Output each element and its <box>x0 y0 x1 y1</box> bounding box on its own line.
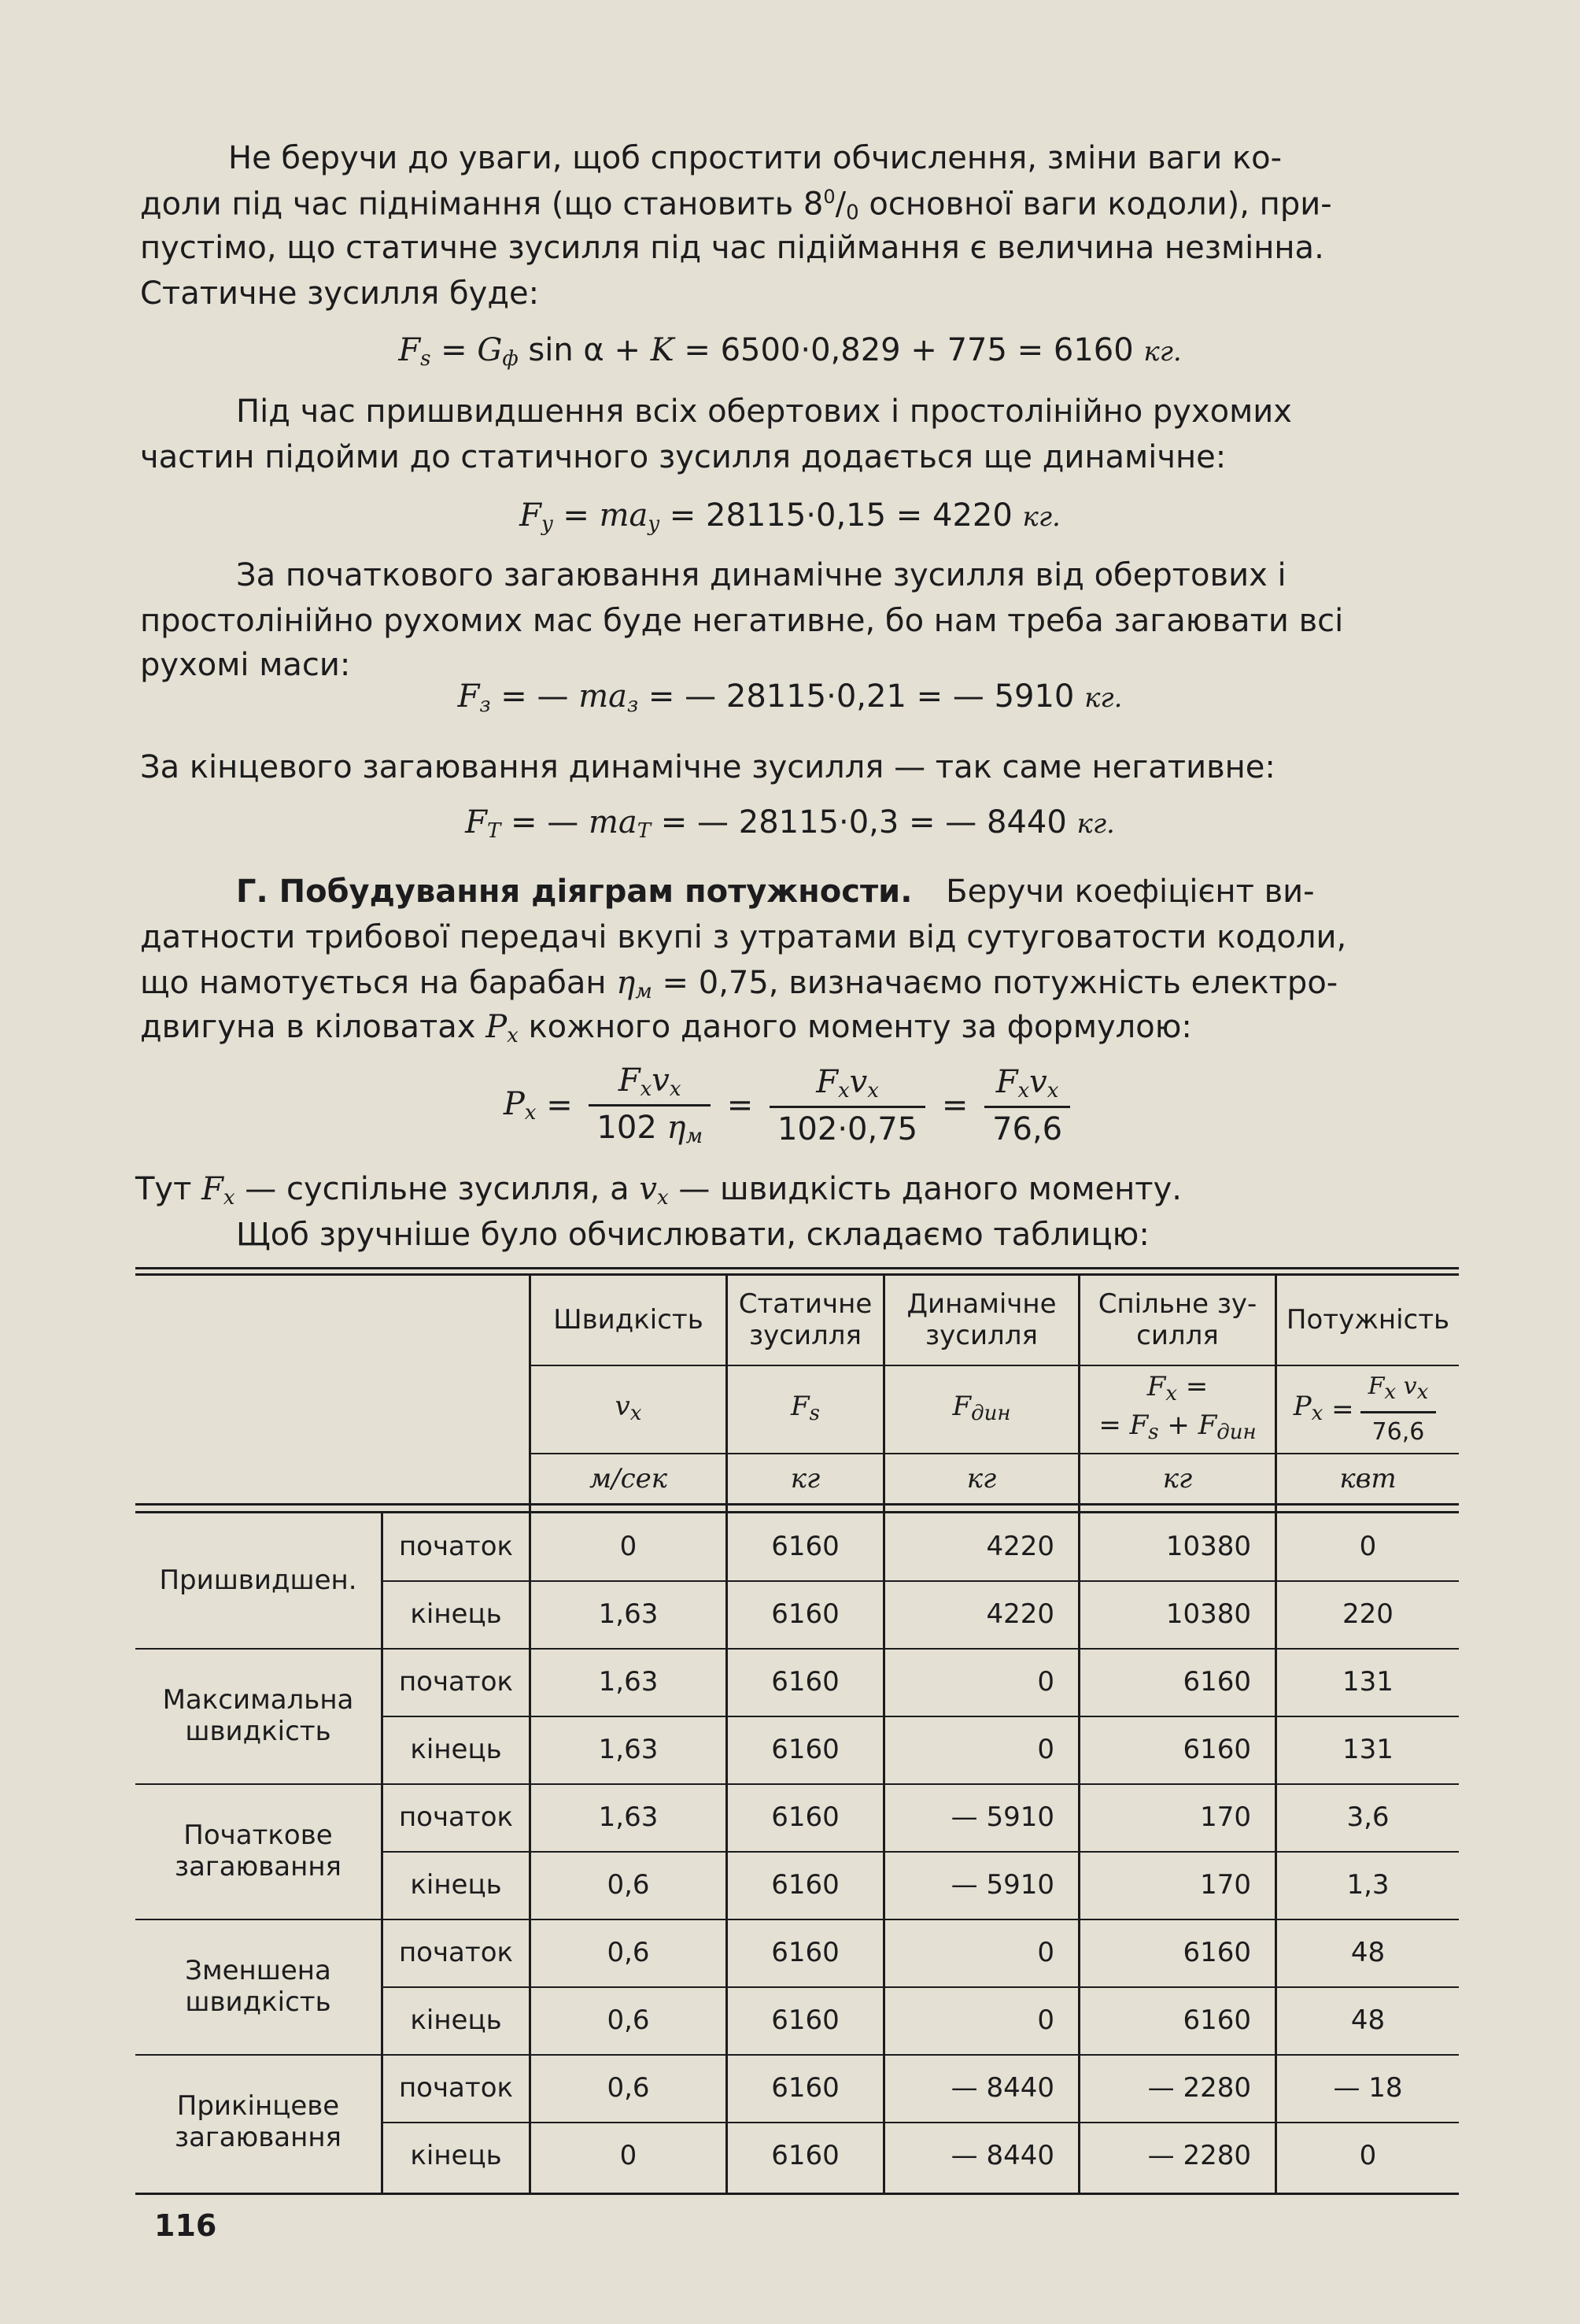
table-cell-v: 0,6 <box>607 1869 650 1901</box>
text-span: рухомі маси: <box>140 647 351 683</box>
table-cell-px: 1,3 <box>1346 1869 1390 1901</box>
phase-cell: кінець <box>410 2140 502 2171</box>
phase-cell: початок <box>398 2072 514 2104</box>
table-cell-px: 0 <box>1359 1531 1377 1562</box>
header-bottom-rule <box>135 1503 1459 1506</box>
header-total <box>1080 1275 1275 1365</box>
text-span: — швидкість даного моменту. <box>678 1171 1182 1207</box>
table-cell-px: 3,6 <box>1346 1801 1390 1833</box>
section-heading: Г. Побудування діяграм потужности. <box>236 874 913 910</box>
group-label-line: Прикінцеве <box>176 2090 340 2122</box>
group-label <box>135 1513 381 1648</box>
group-label-line: Максимальна <box>162 1684 354 1716</box>
table-cell-fdyn: — 8440 <box>951 2140 1054 2171</box>
text-span: 6160 <box>1053 332 1134 368</box>
phase-cell: початок <box>398 1937 514 1968</box>
phase-cell: початок <box>398 1531 514 1562</box>
table-cell-fdyn: 4220 <box>986 1598 1054 1630</box>
text-span: кг <box>1162 1463 1193 1495</box>
p6-line-1: Тут $F_x$ — суспільне зусилля, а $v_x$ — швидкість даного моменту. <box>135 1171 1182 1210</box>
table-cell-px: 131 <box>1342 1734 1394 1765</box>
table-cell-fdyn: — 5910 <box>951 1801 1054 1833</box>
group-label <box>135 1783 381 1919</box>
group-label <box>135 1919 381 2054</box>
table-cell-fdyn: — 8440 <box>951 2072 1054 2104</box>
text-span: зусилля <box>925 1320 1038 1351</box>
text-span: / <box>835 186 847 223</box>
text-span: кг. <box>1076 808 1115 840</box>
p7-line-1 <box>236 1217 1150 1253</box>
text-span: кг. <box>1022 501 1061 533</box>
table-cell-fx: 6160 <box>1183 1937 1251 1968</box>
group-label-line: Пришвидшен. <box>159 1565 357 1596</box>
calculation-table <box>135 1267 1459 2196</box>
symbol-speed: $v_x$ <box>615 1390 642 1425</box>
table-cell-fdyn: — 5910 <box>951 1869 1054 1901</box>
group-label-line: швидкість <box>185 1986 331 2018</box>
table-cell-v: 1,63 <box>598 1801 659 1833</box>
table-cell-px: — 18 <box>1333 2072 1403 2104</box>
table-cell-fs: 6160 <box>771 1801 840 1833</box>
text-span: доли під час піднімання (що становить 8 <box>140 186 824 223</box>
unit-static <box>728 1454 883 1503</box>
fraction-3: $\frac{F_xv_x}{76,6}$ <box>984 1064 1070 1147</box>
group-label-line: швидкість <box>185 1716 331 1747</box>
phase-cell: кінець <box>410 1869 502 1901</box>
symbol-total: $F_x$ = = $F_s + F_{дин}$ <box>1098 1371 1257 1444</box>
table-cell-fx: 170 <box>1200 1801 1251 1833</box>
table-cell-px: 220 <box>1342 1598 1394 1630</box>
unit-speed <box>531 1454 725 1503</box>
p1-line-1 <box>228 140 1282 176</box>
symbol-power: $P_x$ = $\frac{F_x v_x}{76,6}$ <box>1277 1366 1459 1453</box>
text-span: Спільне зу- <box>1098 1288 1257 1320</box>
text-span: Статичне зусилля буде: <box>140 275 540 312</box>
table-cell-fx: 6160 <box>1183 1734 1251 1765</box>
group-label-line: загаювання <box>174 1851 342 1882</box>
group-label <box>135 2054 381 2189</box>
p2-line-1 <box>236 393 1292 430</box>
p5-line-2 <box>140 919 1346 955</box>
p4-line-1 <box>140 749 1275 785</box>
unit-dynamic <box>885 1454 1078 1503</box>
table-cell-fdyn: 0 <box>1037 1666 1054 1698</box>
table-cell-fx: 10380 <box>1165 1531 1251 1562</box>
p3-line-1 <box>236 557 1287 593</box>
text-span: 28115·0,21 <box>725 678 906 715</box>
table-cell-fdyn: 0 <box>1037 2004 1054 2036</box>
formula-initial-braking: $F_з$ = — $ma_з$ = — 28115·0,21 = — 5910 кг. <box>457 678 1123 717</box>
table-cell-v: 1,63 <box>598 1734 659 1765</box>
table-cell-fs: 6160 <box>771 1734 840 1765</box>
p5-line-3: що намотується на барабан $\eta_м = 0,75$, визначаємо потужність електро- <box>140 965 1338 1003</box>
text-span: силля <box>1136 1320 1219 1351</box>
table-cell-fx: 10380 <box>1165 1598 1251 1630</box>
text-span: 102·0,75 <box>777 1110 918 1147</box>
table-cell-fs: 6160 <box>771 1598 840 1630</box>
text-span: Беручи коефіцієнт ви- <box>946 874 1315 910</box>
text-span: Швидкість <box>553 1304 703 1336</box>
text-span: 8440 <box>987 804 1067 841</box>
text-span: 102 <box>596 1110 657 1146</box>
formula-acceleration-force: $F_y = ma_y = 28115\cdot 0,15 = 4220$ кг. <box>519 497 1061 536</box>
phase-cell: початок <box>398 1666 514 1698</box>
header-static <box>728 1275 883 1365</box>
text-span: 0 <box>823 186 836 208</box>
table-cell-fx: 6160 <box>1183 1666 1251 1698</box>
table-cell-fs: 6160 <box>771 2072 840 2104</box>
table-cell-fx: — 2280 <box>1147 2072 1251 2104</box>
text-span: Тут <box>135 1171 192 1207</box>
text-span: частин підойми до статичного зусилля додається ще динамічне: <box>140 439 1227 475</box>
phase-cell: кінець <box>410 1734 502 1765</box>
text-span: м/сек <box>589 1463 668 1495</box>
header-dynamic <box>885 1275 1078 1365</box>
unit-total <box>1080 1454 1275 1503</box>
text-span: = 0,75, визначаємо потужність електро- <box>662 965 1338 1001</box>
table-cell-fx: 6160 <box>1183 2004 1251 2036</box>
table-cell-fx: — 2280 <box>1147 2140 1251 2171</box>
table-cell-fs: 6160 <box>771 2004 840 2036</box>
text-span: Статичне <box>738 1288 873 1320</box>
table-bottom-rule <box>135 2193 1459 2195</box>
text-span: простолінійно рухомих мас буде негативне, бо нам треба загаювати всі <box>140 603 1344 639</box>
table-cell-fs: 6160 <box>771 1937 840 1968</box>
p2-line-2 <box>140 439 1226 475</box>
table-cell-v: 0 <box>619 1531 637 1562</box>
symbol-dynamic: $F_{дин}$ <box>952 1390 1011 1425</box>
p5-line-4: двигуна в кіловатах $P_x$ кожного даного моменту за формулою: <box>140 1009 1192 1047</box>
text-span: Потужність <box>1286 1304 1450 1336</box>
text-span: За початкового загаювання динамічне зусилля від обертових і <box>236 557 1287 593</box>
text-span: Динамічне <box>906 1288 1057 1320</box>
text-span: основної ваги кодоли), при- <box>858 186 1332 223</box>
text-span: 28115·0,3 <box>738 804 899 841</box>
table-cell-v: 0,6 <box>607 2004 650 2036</box>
table-cell-fx: 170 <box>1200 1869 1251 1901</box>
p3-line-2 <box>140 603 1343 639</box>
table-cell-v: 0,6 <box>607 1937 650 1968</box>
text-span: 28115·0,15 <box>706 497 887 534</box>
table-cell-fs: 6160 <box>771 1666 840 1698</box>
text-span: За кінцевого загаювання динамічне зусилля — так саме негативне: <box>140 749 1275 785</box>
text-span: 775 <box>947 332 1007 368</box>
p1-line-2 <box>140 186 1332 224</box>
group-label-line: Початкове <box>183 1820 333 1851</box>
text-span: датности трибової передачі вкупі з утратами від сутуговатости кодоли, <box>140 919 1347 955</box>
table-cell-v: 0,6 <box>607 2072 650 2104</box>
unit-power <box>1277 1454 1459 1503</box>
text-span: 6500·0,829 <box>720 332 901 368</box>
text-span: кг. <box>1143 336 1182 368</box>
text-span: Щоб зручніше було обчислювати, складаємо таблицю: <box>236 1217 1150 1253</box>
text-span: кожного даного моменту за формулою: <box>528 1009 1192 1045</box>
text-span: кг <box>966 1463 997 1495</box>
text-span: кг. <box>1084 682 1123 714</box>
symbol-static: $F_s$ <box>791 1390 820 1425</box>
header-speed <box>531 1275 725 1365</box>
table-cell-fs: 6160 <box>771 1869 840 1901</box>
table-cell-fdyn: 0 <box>1037 1734 1054 1765</box>
table-cell-px: 131 <box>1342 1666 1394 1698</box>
text-span: Під час пришвидшення всіх обертових і простолінійно рухомих <box>236 393 1292 430</box>
text-span: 76,6 <box>1371 1418 1425 1446</box>
text-span: кг <box>790 1463 821 1495</box>
phase-cell: кінець <box>410 2004 502 2036</box>
text-span: 4220 <box>932 497 1013 534</box>
text-span: пустімо, що статичне зусилля під час підіймання є величина незмінна. <box>140 230 1324 266</box>
text-span: двигуна в кіловатах <box>140 1009 476 1045</box>
group-label-line: Зменшена <box>185 1955 331 1986</box>
group-label <box>135 1648 381 1783</box>
text-span: що намотується на барабан <box>140 965 607 1001</box>
text-span: 5910 <box>994 678 1075 715</box>
table-cell-v: 1,63 <box>598 1598 659 1630</box>
fraction-2: $\frac{F_xv_x}{102\cdot 0,75}$ <box>770 1064 925 1147</box>
table-cell-px: 48 <box>1350 2004 1386 2036</box>
phase-cell: початок <box>398 1801 514 1833</box>
formula-power: $P_x$ = $\frac{F_xv_x}{102 \eta_м}$ = $\frac{F_xv_x}{102\cdot 0,75}$ = $\frac{F_xv_x}{76,6}$ <box>0 1062 1580 1148</box>
table-cell-fs: 6160 <box>771 2140 840 2171</box>
table-cell-fdyn: 0 <box>1037 1937 1054 1968</box>
fraction-1: $\frac{F_xv_x}{102 \eta_м}$ <box>589 1062 711 1148</box>
table-cell-v: 1,63 <box>598 1666 659 1698</box>
p5-line-1 <box>236 874 1315 910</box>
header-power <box>1277 1275 1459 1365</box>
p1-line-4 <box>140 275 539 312</box>
text-span: 76,6 <box>992 1110 1063 1147</box>
formula-static-force: $F_s = G_ф$ sin α + K = 6500·0,829 + 775 = 6160 кг. <box>398 332 1182 371</box>
text-span: Не беручи до уваги, щоб спростити обчислення, зміни ваги ко- <box>228 140 1283 176</box>
page-number: 116 <box>154 2208 217 2243</box>
table-cell-px: 0 <box>1359 2140 1377 2171</box>
table-cell-fdyn: 4220 <box>986 1531 1054 1562</box>
table-cell-v: 0 <box>619 2140 637 2171</box>
text-span: зусилля <box>749 1320 862 1351</box>
table-cell-fs: 6160 <box>771 1531 840 1562</box>
p1-line-3 <box>140 230 1324 266</box>
table-cell-px: 48 <box>1350 1937 1386 1968</box>
group-label-line: загаювання <box>174 2122 342 2153</box>
text-span: квт <box>1339 1463 1397 1495</box>
phase-cell: кінець <box>410 1598 502 1630</box>
table-top-rule <box>135 1267 1459 1269</box>
text-span: 0 <box>846 201 859 225</box>
formula-final-braking: $F_T$ = — $ma_T$ = — 28115·0,3 = — 8440 кг. <box>465 804 1115 843</box>
text-span: — суспільне зусилля, а <box>245 1171 629 1207</box>
